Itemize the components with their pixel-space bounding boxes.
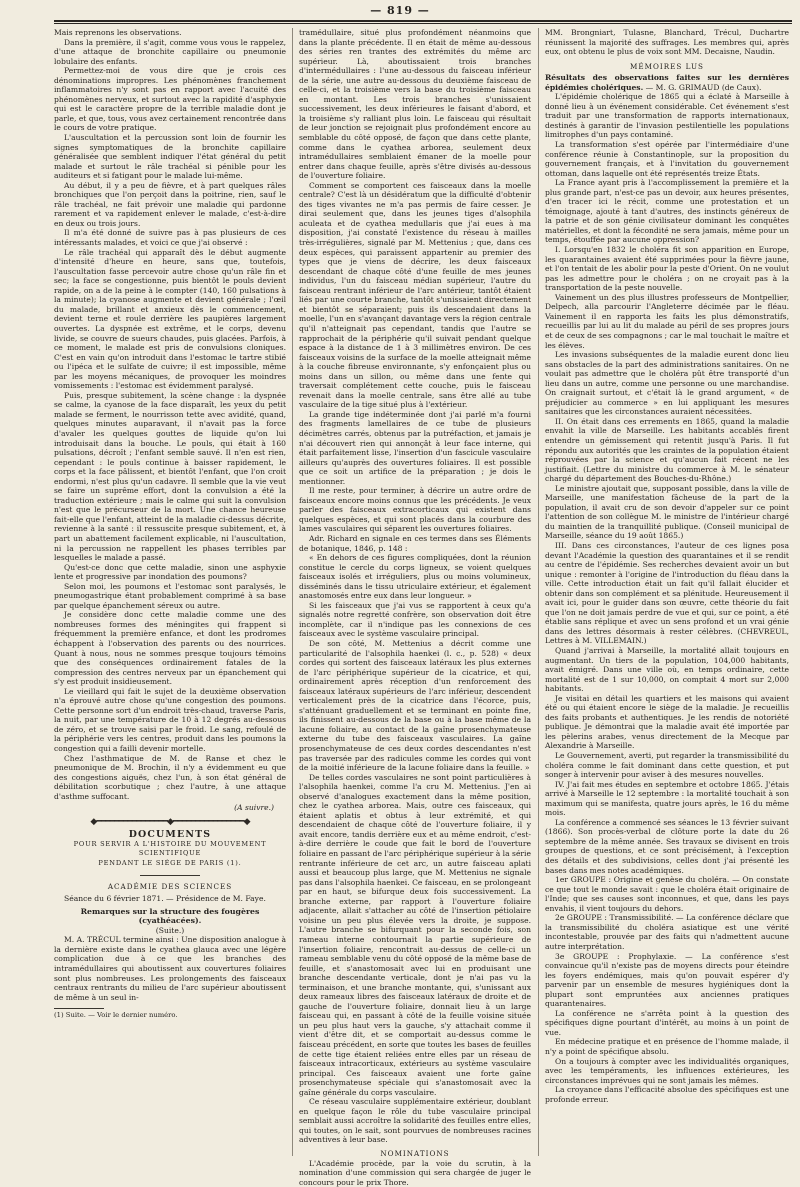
paragraph: En médecine pratique et en présence de l'homme malade, il n'y a point de spécifique absolu. — [545, 1037, 789, 1056]
paragraph: Comment se comportent ces faisceaux dans la moelle centrale? C'est là un désidératum que la difficulté d'obtenir des tiges vivantes ne m'a pas permis de faire cesser. Je dirai seulement que, dans les jeunes tiges d'alsophila aculeata et de cyathea medullaris que j'ai eues à ma disposition, j'ai constaté l'existence du réseau à mailles très-irrégulières, signalé par M. Mettenius ; que, dans ces deux espèces, qui paraissent appartenir au premier des types que je viens de décrire, les deux faisceaux descendant de chaque côté d'une feuille de mes jeunes individus, l'un du faisceau médian supérieur, l'autre du faisceau rentrant inférieur de l'arc antérieur, tantôt étaient liés par une courte branche, tantôt s'unissaient directement et bientôt se séparaient; puis ils descendaient dans la moelle, l'un en s'avançant davantage vers la région centrale qu'il n'atteignait pas cependant, tandis que l'autre se rapprochait de la périphérie qu'il suivait pendant quelque espace à la distance de 1 à 3 millimètres environ. De ces faisceaux voisins de la surface de la moelle atteignait même à la couche fibreuse environnante, s'y enfonçaient plus ou moins dans un sillon, ou même dans une fente qui traversait complétement cette couche, puis le faisceau revenait dans la moelle centrale, sans être allé au tube vasculaire de la tige situé plus à l'extérieur. — [299, 180, 531, 410]
paragraph: Le Gouvernement, averti, put regarder la transmissibilité du choléra comme le fait dominant dans cette question, et put songer à intervenir pour aviser à des mesures nouvelles. — [545, 751, 789, 780]
paragraph: M. A. TRÉCUL termine ainsi : Une disposition analogue à la dernière existe dans le cyathea glauca avec une légère complication due à ce que les branches des intramédullaires qui aboutissent aux couvertures foliaires sont plus nombreuses. Les prolongements des faisceaux centraux rentrants du milieu de l'arc supérieur aboutissent de même à un seul in- — [54, 935, 286, 1002]
paragraph: L'épidémie cholérique de 1865 qui a éclaté à Marseille à donné lieu à un événement considérable. Cet événement s'est traduit par une transformation de rapports internationaux, destinés à garantir de l'invasion pestilentielle les populations limitrophes d'un pays contaminé. — [545, 92, 789, 140]
paragraph: Les invasions subséquentes de la maladie eurent donc lieu sans obstacles de la part des administrations sanitaires. On ne voulait pas admettre que le choléra pût être transporté d'un lieu dans un autre, comme une personne ou une marchandise. On craignait surtout, et c'était là le grand argument, « de préjudicier au commerce » en lui appliquant les mesures sanitaires que les circonstances auraient nécessitées. — [545, 350, 789, 417]
paragraph: 2e GROUPE : Transmissibilité. — La conférence déclare que la transmissibilité du choléra asiatique est une vérité incontestable, prouvée par des faits qui n'admettent aucune autre interprétation. — [545, 913, 789, 951]
paragraph: Dans la première, il s'agit, comme vous vous le rappelez, d'une attaque de bronchite capillaire ou pneumonie lobulaire des enfants. — [54, 37, 286, 66]
paragraph: Le râle trachéal qui apparaît dès le début augmente d'intensité d'heure en heure, sans que, toutefois, l'auscultation fasse percevoir autre chose qu'un râle fin et sec; la face se congestionne, puis bientôt le pouls devient rapide, on a de la peine à le compter (140, 160 pulsations à la minute); la cyanose augmente et devient générale ; l'œil du malade, brillant et anxieux dès le commencement, devient terne et roule derrière les paupières largement ouvertes. La dyspnée est extrême, et le corps, devenu livide, se couvre de sueurs chaudes, puis glacées. Parfois, à ce moment, le malade est pris de convulsions cloniques. C'est en vain qu'on introduit dans l'estomac le tartre stibié ou l'ipéca et le sulfate de cuivre; il est impossible, même par les moyens mécaniques, de provoquer les moindres vomissements : l'estomac est évidemment paralysé. — [54, 247, 286, 391]
paragraph: Puis, presque subitement, la scène change : la dyspnée se calme, la cyanose de la face disparaît, les yeux du petit malade se ferment, le nourrisson tette avec avidité, quand, quelques minutes auparavant, il n'avait pas la force d'avaler les quelques gouttes de liquide qu'on lui introduisait dans la bouche. Le pouls, qui était à 160 pulsations, décroît ; l'enfant semble sauvé. Il n'en est rien, cependant : le pouls continue à baisser rapidement, le corps et la face pâlissent, et bientôt l'enfant, que l'on croit endormi, n'est plus qu'un cadavre. Il semble que la vie veut se faire un suprême effort, dont la convulsion a été la traduction extérieure ; mais le calme qui suit la convulsion n'est que le précurseur de la mort. Une chance heureuse fait-elle que l'enfant, atteint de la maladie ci-dessus décrite, revienne à la santé : il ressuscite presque subitement, et, à part un abattement facilement explicable, ni l'auscultation, ni la percussion ne rappellent les phases terribles par lesquelles le malade a passé. — [54, 390, 286, 563]
paragraph: Qu'est-ce donc que cette maladie, sinon une asphyxie lente et progressive par inondation des poumons? — [54, 562, 286, 582]
paragraph: MM. Brongniart, Tulasne, Blanchard, Trécul, Duchartre réunissent la majorité des suffrages. Les membres qui, après eux, ont obtenu le plus de voix sont MM. Decaisne, Naudin. — [545, 28, 789, 57]
paragraph: Le ministre ajoutait que, supposant possible, dans la ville de Marseille, une manifestation fâcheuse de la part de la population, il avait cru de son devoir d'appeler sur ce point l'attention de son collègue M. le ministre de l'intérieur chargé du maintien de la tranquillité publique. (Conseil municipal de Marseille, séance du 19 août 1865.) — [545, 483, 789, 541]
paragraph: La grande tige indéterminée dont j'ai parlé m'a fourni des fragments lamellaires de ce tube de plusieurs décimètres carrés, obtenus par la putréfaction, et jamais je n'ai découvert rien qui annonçât à leur face interne, qui était parfaitement lisse, l'insertion d'un fascicule vasculaire ailleurs qu'auprès des ouvertures foliaires. Il est possible que ce soit un artifice de la préparation ; je dois le mentionner. — [299, 409, 531, 486]
paragraph: De telles cordes vasculaires ne sont point particulières à l'alsophila haenkei, comme l'a cru M. Mettenius. J'en ai observé d'analogues exactement dans la même position, chez le cyathea arborea. Mais, outre ces faisceaux, qui étaient aplatis et obtus à leur extrémité, et qui descendaient de chaque côté de l'ouverture foliaire, il y avait encore, tandis derrière eux et au même endroit, c'est-à-dire derrière le coude que fait le bord de l'ouverture foliaire en passant de l'arc périphérique supérieur à la série rentrante inférieure de cet arc, un autre faisceau aplati aussi et beaucoup plus large, que M. Mettenius ne signale pas dans l'alsophila haenkei. Ce faisceau, en se prolongeant par en haut, se bifurque deux fois successivement. La branche externe, par rapport à l'ouverture foliaire adjacente, allait s'attacher au côté de l'insertion pétiolaire voisine un peu plus élevée vers la droite, je suppose. L'autre branche se bifurquant pour la seconde fois, son rameau interne contournait la partie supérieure de l'insertion foliaire, rencontrait au-dessus de celle-ci un rameau semblable venu du côté opposé de la même base de feuille, et s'anastomosait avec lui en produisant une branche descendante verticale, dont je n'ai pas vu la terminaison, et une branche montante, qui, s'unissant aux deux rameaux libres des faisceaux latéraux de droite et de gauche de l'ouverture foliaire, donnait lieu à un large faisceau qui, en passant à côté de la feuille voisine située un peu plus haut vers la gauche, s'y attachait comme il vient d'être dit, et se comportait au-dessus comme le faisceau précédent, en sorte que toutes les bases de feuilles de cette tige étaient reliées entre elles par un réseau de faisceaux intracorticaux, extérieurs au système vasculaire principal. Ces faisceaux avaient une forte gaîne prosenchymateuse spéciale qui s'anastomosait avec la gaîne générale du corps vasculaire. — [299, 772, 531, 1097]
paragraph: Mais reprenons les observations. — [54, 28, 182, 37]
paragraph: Je considère donc cette maladie comme une des nombreuses formes des méningites qui frappent si fréquemment la première enfance, et dont les prodromes échappent à l'observation des parents ou des nourrices. Quant à nous, nous ne sommes presque toujours témoins que des conséquences ordinairement fatales de la compression des centres nerveux par un épanchement qui s'y est produit insidieusement. — [54, 610, 286, 687]
header-rule — [54, 20, 792, 24]
seance-line: Séance du 6 février 1871. — Présidence de M. Faye. — [64, 894, 266, 904]
paragraph: Vainement un des plus illustres professeurs de Montpellier, Delpech, alla parcourir l'Angleterre décimée par le fléau. Vainement il en rapporta les faits les plus démonstratifs, recueillis par lui au lit du malade au péril de ses propres jours et de ceux de ses compagnons ; car le mal touchait le maître et les élèves. — [545, 292, 789, 350]
nominations-heading: NOMINATIONS — [380, 1148, 450, 1158]
short-rule — [140, 875, 200, 876]
results-author: — M. G. GRIMAUD (de Caux). — [645, 82, 762, 92]
paragraph: L'Académie procède, par la voie du scrutin, à la nomination d'une commission qui sera chargée de juger le concours pour le prix Thore. — [299, 1158, 531, 1187]
paragraph: La conférence a commencé ses séances le 13 février suivant (1866). Son procès-verbal de clôture porte la date du 26 septembre de la même année. Ses travaux se divisent en trois groupes de questions, et ce sont précisément, à l'exception des détails et des subdivisions, celles dont j'ai présenté les bases dans mes notes académiques. — [545, 817, 789, 875]
paragraph: La croyance dans l'efficacité absolue des spécifiques est une profonde erreur. — [545, 1085, 789, 1104]
paragraph: La transformation s'est opérée par l'intermédiaire d'une conférence réunie à Constantinople, sur la proposition du gouvernement français, et à l'invitation du gouvernement ottoman, dans laquelle ont été représentés treize États. — [545, 140, 789, 178]
ornament-divider: ◆━━━━━━━━━━━━━━━━◆━━━━━━━━━━━━━━━━◆ — [90, 816, 250, 827]
paragraph: On a toujours à compter avec les individualités organiques, avec les tempéraments, les influences extérieures, les circonstances imprévues qui ne sont jamais les mêmes. — [545, 1056, 789, 1085]
footnote-rule — [54, 1008, 104, 1009]
paragraph: Adr. Richard en signale en ces termes dans ses Éléments de botanique, 1846, p. 148 : — [299, 533, 531, 553]
paragraph: Je visitai en détail les quartiers et les maisons qui avaient été ou qui étaient encore le siège de la maladie. Je recueillis des faits probants et authentiques. Je les rendis de notoriété publique. Je démontrai que la maladie avait été importée par les pèlerins arabes, venus directement de la Mecque par Alexandrie à Marseille. — [545, 693, 789, 751]
paragraph: Ce réseau vasculaire supplémentaire extérieur, doublant en quelque façon le rôle du tube vasculaire principal semblait aussi accroître la solidarité des feuilles entre elles, qui toutes, on le sait, sont pourvues de nombreuses racines adventives à leur base. — [299, 1097, 531, 1145]
remarks-continued: (Suite.) — [155, 925, 185, 935]
column-divider-1 — [292, 28, 293, 1156]
column-divider-2 — [538, 28, 539, 1156]
paragraph: IV. J'ai fait mes études en septembre et octobre 1865. J'étais arrivé à Marseille le 12 septembre : la mortalité touchait à son maximum qui se manifesta, quatre jours après, le 16 du même mois. — [545, 779, 789, 818]
results-title: Résultats des observations faites sur les dernières épidémies cholériques. — [545, 73, 789, 92]
paragraph: Chez l'asthmatique de M. de Ranse et chez le pneumonique de M. Brochin, il n'y a évidemment eu que des congestions aiguës, chez l'un, à son état général de débilitation scorbutique ; chez l'autre, à une attaque d'asthme suffocant. — [54, 753, 286, 801]
paragraph: La conférence ne s'arrêta point à la question des spécifiques digne pourtant d'intérêt, au moins à un point de vue. — [545, 1008, 789, 1037]
section-subtitle-1: POUR SERVIR A L'HISTOIRE DU MOUVEMENT SCIENTIFIQUE — [73, 839, 267, 858]
paragraph: L'auscultation et la percussion sont loin de fournir les signes symptomatiques de la bronchite capillaire généralisée que semblent indiquer l'état général du petit malade et surtout le râle trachéal si pénible pour les auditeurs et si fatigant pour le malade lui-même. — [54, 133, 286, 181]
column-1 — [54, 28, 286, 1158]
page-folio: — 819 — — [370, 4, 430, 17]
paragraph: III. Dans ces circonstances, l'auteur de ces lignes posa devant l'Académie la question des quarantaines et il se rendit au centre de l'épidémie. Ses recherches devaient avoir un but unique : remonter à l'origine de l'introduction du fléau dans la ville. Cette introduction était un fait qu'il fallait élucider et obtenir dans son complément et sa plénitude. Heureusement il avait ici, pour le guider dans son œuvre, cette théorie du fait que l'on ne doit jamais perdre de vue et qui, sur ce point, a été établie sans réplique et avec un sens profond et un vrai génie dans des lettres désormais à rester célèbres. (CHEVREUL, Lettres à M. VILLEMAIN.) — [545, 540, 789, 646]
paragraph: De son côté, M. Mettenius a décrit comme une particularité de l'alsophila haenkei (l. c., p. 528) « deux cordes qui sortent des faisceaux latéraux les plus externes de l'arc périphérique supérieur de la cicatrice, et qui, ordinairement après réception d'un renforcement des faisceaux latéraux supérieurs de l'arc inférieur, descendent verticalement près de la cicatrice dans l'écorce, puis, s'atténuant graduellement et se terminant en pointe fine, ils finissent au-dessous de la base ou à la base même de la lacune foliaire, au contact de la gaîne prosenchymateuse externe du tube des faisceaux vasculaires. La gaîne prosenchymateuse de ces deux cordes descendantes n'est pas traversée par des radicules comme les cordes qui vont de la moitié inférieure de la lacune foliaire dans la feuille. » — [299, 639, 531, 773]
section-title-documents: DOCUMENTS — [128, 829, 212, 841]
paragraph: tramédullaire, situé plus profondément néanmoins que dans la plante précédente. Il en était de même au-dessous des séries ren trantes des extrémités du même arc supérieur. Là, aboutissaient trois branches d'intermédullaires : l'une au-dessous du faisceau inférieur de la série, une autre au-dessous du deuxième faisceau de celle-ci, et la troisième vers la base du troisième faisceau en montant. Les trois branches s'unissaient successivement, les deux inférieures le faisant d'abord, et la troisième s'y ralliant plus loin. Le faisceau qui résultait de leur jonction se rejoignait plus profondément encore au semblable du côté opposé, de façon que dans cette plante, comme dans le cyathea arborea, seulement deux intramédullaires semblaient émaner de la moelle pour entrer dans chaque feuille, après s'être divisés au-dessous de l'ouverture foliaire. — [299, 28, 531, 181]
remarks-title: Remarques sur la structure des fougères (cyathéacées). — [80, 906, 260, 926]
section-subtitle-2: PENDANT LE SIÉGE DE PARIS (1). — [98, 859, 242, 868]
paragraph: Permettez-moi de vous dire que je crois ces dénominations impropres. Les phénomènes franchement inflammatoires n'y sont pas en rapport avec l'acuité des phénomènes nerveux, et surtout avec la rapidité d'asphyxie qui est le caractère propre de la terrible maladie dont je parle, et que, tous, vous avez certainement rencontrée dans le cours de votre pratique. — [54, 66, 286, 133]
paragraph: Il m'a été donné de suivre pas à pas plusieurs de ces intéressants malades, et voici ce que j'ai observé : — [54, 228, 286, 248]
footnote: (1) Suite. — Voir le dernier numéro. — [54, 1011, 178, 1020]
paragraph: 1er GROUPE : Origine et genèse du choléra. — On constate ce que tout le monde savait : que le choléra était originaire de l'Inde; que ses causes sont inconnues, et que, dans les pays envahis, il vient toujours du dehors. — [545, 875, 789, 913]
memoirs-heading: MÉMOIRES LUS — [630, 61, 704, 71]
paragraph: Au début, il y a peu de fièvre, et à part quelques râles bronchiques que l'on perçoit dans la poitrine, rien, sauf le râle trachéal, ne fait prévoir une maladie qui pardonne rarement et va rapidement enlever le malade, c'est-à-dire en deux ou trois jours. — [54, 180, 286, 228]
paragraph: Quand j'arrivai à Marseille, la mortalité allait toujours en augmentant. Un tiers de la population, 104,000 habitants, avait émigré. Dans une ville où, en temps ordinaire, cette mortalité est de 1 sur 10,000, on comptait 4 mort sur 2,000 habitants. — [545, 646, 789, 694]
column-2 — [299, 28, 531, 1187]
paragraph: 3e GROUPE : Prophylaxie. — La conférence s'est convaincue qu'il n'existe pas de moyens directs pour éteindre les foyers endémiques, mais qu'on pouvait espérer d'y parvenir par un ensemble de mesures hygiéniques dont la plupart sont empruntées aux anciennes pratiques quarantenaires. — [545, 951, 789, 1009]
paragraph: Il me reste, pour terminer, à décrire un autre ordre de faisceaux encore moins connus que les précédents. Je veux parler des faisceaux extracorticaux qui existent dans quelques espèces, et qui sont placés dans la courbure des lames vasculaires qui séparent les ouvertures foliaires. — [299, 486, 531, 534]
column-3 — [545, 28, 789, 1158]
paragraph: La France ayant pris à l'accomplissement la première et la plus grande part, n'est-ce pas un devoir, aux heures présentes, d'en tracer ici le récit, comme une protestation et un témoignage, ajouté à tant d'autres, des instincts généreux de la patrie et de son génie civilisateur dominant les conquêtes matérielles, et dont la fécondité ne sera jamais, même pour un temps, étouffée par aucune oppression? — [545, 178, 789, 245]
to-be-continued: (A suivre.) — [234, 803, 274, 813]
academy-heading: ACADÉMIE DES SCIENCES — [107, 881, 233, 891]
paragraph: I. Lorsqu'en 1832 le choléra fit son apparition en Europe, les quarantaines avaient été supprimées pour la fièvre jaune, et l'on tentait de les abolir pour la peste d'Orient. On ne voulut pas les admettre pour le choléra ; on ne croyait pas à la transportation de la peste nouvelle. — [545, 245, 789, 293]
paragraph: « En dehors de ces figures compliquées, dont la réunion constitue le cercle du corps ligneux, se voient quelques faisceaux isolés et irréguliers, plus ou moins volumineux, disséminés dans le tissu utriculaire extérieur, et également anastomosés entre eux dans leur longueur. » — [299, 553, 531, 601]
paragraph: II. On était dans ces errements en 1865, quand la maladie envahit la ville de Marseille. Les habitants accablés firent entendre un gémissement qui retentit jusqu'à Paris. Il fut répondu aux autorités que les craintes de la population étaient réprouvées par la science et qu'aucun fait récent ne les justifiait. (Lettre du ministre du commerce à M. le sénateur chargé du département des Bouches-du-Rhône.) — [545, 416, 789, 484]
paragraph: Selon moi, les poumons et l'estomac sont paralysés, le pneumogastrique étant probablement comprimé à sa base par quelque épanchement séreux ou autre. — [54, 581, 286, 610]
paragraph: Si les faisceaux que j'ai vus se rapportent à ceux qu'a signalés notre regretté confrère, son observation doit être incomplète, car il n'indique pas les connexions de ces faisceaux avec le système vasculaire principal. — [299, 600, 531, 639]
paragraph: Le vieillard qui fait le sujet de la deuxième observation n'a éprouvé autre chose qu'une congestion des poumons. Cette personne sort d'un endroit très-chaud, traverse Paris, la nuit, par une température de 10 à 12 degrés au-dessous de zéro, et se trouve saisi par le froid. Le sang, refoulé de la périphérie vers les centres, produit dans les poumons la congestion qui a failli devenir mortelle. — [54, 686, 286, 754]
